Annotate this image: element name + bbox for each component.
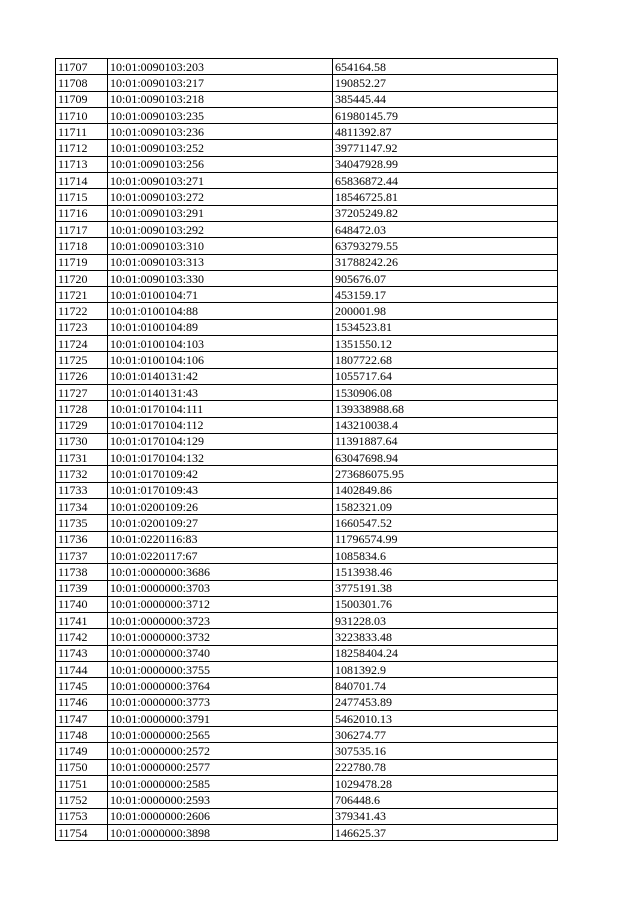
cadastral-number-cell: 10:01:0170104:111 [108, 401, 333, 417]
row-number-cell: 11743 [56, 645, 108, 661]
row-number-cell: 11710 [56, 107, 108, 123]
value-cell: 190852.27 [333, 75, 558, 91]
value-cell: 18546725.81 [333, 189, 558, 205]
table-row [56, 564, 558, 580]
value-cell: 1582321.09 [333, 499, 558, 515]
cadastral-number-cell: 10:01:0170109:43 [108, 482, 333, 498]
table-row [56, 189, 558, 205]
row-number-cell: 11721 [56, 287, 108, 303]
row-number-cell: 11715 [56, 189, 108, 205]
cadastral-number-cell: 10:01:0170109:42 [108, 466, 333, 482]
row-number-cell: 11709 [56, 91, 108, 107]
value-cell: 306274.77 [333, 727, 558, 743]
table-body [56, 59, 558, 841]
cadastral-number-cell: 10:01:0000000:3755 [108, 661, 333, 677]
cadastral-number-cell: 10:01:0000000:2572 [108, 743, 333, 759]
table-row [56, 417, 558, 433]
value-cell: 4811392.87 [333, 124, 558, 140]
value-cell: 143210038.4 [333, 417, 558, 433]
cadastral-number-cell: 10:01:0170104:112 [108, 417, 333, 433]
cadastral-number-cell: 10:01:0090103:271 [108, 173, 333, 189]
value-cell: 61980145.79 [333, 107, 558, 123]
value-cell: 63047698.94 [333, 450, 558, 466]
row-number-cell: 11749 [56, 743, 108, 759]
row-number-cell: 11708 [56, 75, 108, 91]
table-row [56, 238, 558, 254]
cadastral-number-cell: 10:01:0090103:272 [108, 189, 333, 205]
table-row [56, 352, 558, 368]
row-number-cell: 11729 [56, 417, 108, 433]
value-cell: 5462010.13 [333, 710, 558, 726]
value-cell: 2477453.89 [333, 694, 558, 710]
row-number-cell: 11741 [56, 613, 108, 629]
table-row [56, 710, 558, 726]
value-cell: 146625.37 [333, 824, 558, 840]
cadastral-number-cell: 10:01:0090103:330 [108, 270, 333, 286]
cadastral-number-cell: 10:01:0000000:3740 [108, 645, 333, 661]
row-number-cell: 11733 [56, 482, 108, 498]
value-cell: 654164.58 [333, 59, 558, 75]
table-row [56, 482, 558, 498]
cadastral-value-table [55, 58, 558, 841]
value-cell: 1402849.86 [333, 482, 558, 498]
cadastral-number-cell: 10:01:0200109:27 [108, 515, 333, 531]
row-number-cell: 11746 [56, 694, 108, 710]
cadastral-number-cell: 10:01:0090103:236 [108, 124, 333, 140]
cadastral-number-cell: 10:01:0090103:313 [108, 254, 333, 270]
cadastral-number-cell: 10:01:0220116:83 [108, 531, 333, 547]
table-row [56, 792, 558, 808]
cadastral-number-cell: 10:01:0100104:71 [108, 287, 333, 303]
value-cell: 840701.74 [333, 678, 558, 694]
table-row [56, 450, 558, 466]
table-row [56, 678, 558, 694]
row-number-cell: 11745 [56, 678, 108, 694]
row-number-cell: 11742 [56, 629, 108, 645]
table-row [56, 173, 558, 189]
table-row [56, 759, 558, 775]
value-cell: 905676.07 [333, 270, 558, 286]
row-number-cell: 11739 [56, 580, 108, 596]
table-row [56, 531, 558, 547]
value-cell: 1807722.68 [333, 352, 558, 368]
table-row [56, 368, 558, 384]
table-row [56, 613, 558, 629]
cadastral-number-cell: 10:01:0000000:3686 [108, 564, 333, 580]
cadastral-number-cell: 10:01:0000000:2577 [108, 759, 333, 775]
value-cell: 1081392.9 [333, 661, 558, 677]
row-number-cell: 11735 [56, 515, 108, 531]
cadastral-number-cell: 10:01:0000000:3732 [108, 629, 333, 645]
value-cell: 1500301.76 [333, 596, 558, 612]
row-number-cell: 11728 [56, 401, 108, 417]
table-row [56, 401, 558, 417]
value-cell: 706448.6 [333, 792, 558, 808]
value-cell: 34047928.99 [333, 156, 558, 172]
cadastral-number-cell: 10:01:0000000:3703 [108, 580, 333, 596]
cadastral-number-cell: 10:01:0100104:103 [108, 336, 333, 352]
cadastral-number-cell: 10:01:0100104:89 [108, 319, 333, 335]
cadastral-number-cell: 10:01:0170104:129 [108, 433, 333, 449]
table-row [56, 205, 558, 221]
value-cell: 11391887.64 [333, 433, 558, 449]
value-cell: 18258404.24 [333, 645, 558, 661]
cadastral-number-cell: 10:01:0140131:43 [108, 384, 333, 400]
table-row [56, 303, 558, 319]
cadastral-number-cell: 10:01:0000000:3773 [108, 694, 333, 710]
row-number-cell: 11724 [56, 336, 108, 352]
row-number-cell: 11752 [56, 792, 108, 808]
table-row [56, 824, 558, 840]
table-row [56, 59, 558, 75]
row-number-cell: 11714 [56, 173, 108, 189]
cadastral-number-cell: 10:01:0090103:218 [108, 91, 333, 107]
cadastral-number-cell: 10:01:0090103:256 [108, 156, 333, 172]
table-row [56, 547, 558, 563]
row-number-cell: 11712 [56, 140, 108, 156]
row-number-cell: 11730 [56, 433, 108, 449]
table-row [56, 140, 558, 156]
cadastral-number-cell: 10:01:0170104:132 [108, 450, 333, 466]
row-number-cell: 11748 [56, 727, 108, 743]
row-number-cell: 11737 [56, 547, 108, 563]
row-number-cell: 11736 [56, 531, 108, 547]
row-number-cell: 11731 [56, 450, 108, 466]
table-row [56, 466, 558, 482]
value-cell: 222780.78 [333, 759, 558, 775]
value-cell: 63793279.55 [333, 238, 558, 254]
table-row [56, 270, 558, 286]
value-cell: 1029478.28 [333, 776, 558, 792]
cadastral-number-cell: 10:01:0000000:3898 [108, 824, 333, 840]
cadastral-number-cell: 10:01:0000000:3712 [108, 596, 333, 612]
table-row [56, 776, 558, 792]
value-cell: 39771147.92 [333, 140, 558, 156]
table-row [56, 336, 558, 352]
value-cell: 3223833.48 [333, 629, 558, 645]
cadastral-number-cell: 10:01:0000000:2606 [108, 808, 333, 824]
table-row [56, 515, 558, 531]
row-number-cell: 11740 [56, 596, 108, 612]
table-row [56, 694, 558, 710]
table-row [56, 319, 558, 335]
row-number-cell: 11723 [56, 319, 108, 335]
value-cell: 1513938.46 [333, 564, 558, 580]
table-row [56, 661, 558, 677]
row-number-cell: 11747 [56, 710, 108, 726]
row-number-cell: 11719 [56, 254, 108, 270]
table-row [56, 645, 558, 661]
table-row [56, 384, 558, 400]
table-row [56, 727, 558, 743]
cadastral-number-cell: 10:01:0000000:2593 [108, 792, 333, 808]
value-cell: 453159.17 [333, 287, 558, 303]
row-number-cell: 11716 [56, 205, 108, 221]
row-number-cell: 11734 [56, 499, 108, 515]
table-row [56, 743, 558, 759]
value-cell: 648472.03 [333, 221, 558, 237]
value-cell: 31788242.26 [333, 254, 558, 270]
cadastral-number-cell: 10:01:0090103:235 [108, 107, 333, 123]
row-number-cell: 11753 [56, 808, 108, 824]
table-row [56, 596, 558, 612]
table-row [56, 433, 558, 449]
cadastral-number-cell: 10:01:0140131:42 [108, 368, 333, 384]
row-number-cell: 11727 [56, 384, 108, 400]
value-cell: 1351550.12 [333, 336, 558, 352]
value-cell: 1660547.52 [333, 515, 558, 531]
value-cell: 200001.98 [333, 303, 558, 319]
row-number-cell: 11717 [56, 221, 108, 237]
document-page [55, 58, 557, 841]
row-number-cell: 11750 [56, 759, 108, 775]
cadastral-number-cell: 10:01:0000000:3723 [108, 613, 333, 629]
value-cell: 1530906.08 [333, 384, 558, 400]
cadastral-number-cell: 10:01:0000000:2565 [108, 727, 333, 743]
table-row [56, 808, 558, 824]
cadastral-number-cell: 10:01:0090103:291 [108, 205, 333, 221]
value-cell: 273686075.95 [333, 466, 558, 482]
cadastral-number-cell: 10:01:0000000:3764 [108, 678, 333, 694]
table-row [56, 107, 558, 123]
row-number-cell: 11720 [56, 270, 108, 286]
cadastral-number-cell: 10:01:0000000:2585 [108, 776, 333, 792]
value-cell: 11796574.99 [333, 531, 558, 547]
value-cell: 1085834.6 [333, 547, 558, 563]
row-number-cell: 11744 [56, 661, 108, 677]
cadastral-number-cell: 10:01:0100104:88 [108, 303, 333, 319]
table-row [56, 75, 558, 91]
value-cell: 3775191.38 [333, 580, 558, 596]
cadastral-number-cell: 10:01:0090103:310 [108, 238, 333, 254]
value-cell: 379341.43 [333, 808, 558, 824]
cadastral-number-cell: 10:01:0090103:292 [108, 221, 333, 237]
table-row [56, 221, 558, 237]
row-number-cell: 11707 [56, 59, 108, 75]
row-number-cell: 11718 [56, 238, 108, 254]
cadastral-number-cell: 10:01:0090103:252 [108, 140, 333, 156]
table-row [56, 287, 558, 303]
cadastral-number-cell: 10:01:0090103:203 [108, 59, 333, 75]
value-cell: 139338988.68 [333, 401, 558, 417]
table-row [56, 499, 558, 515]
value-cell: 385445.44 [333, 91, 558, 107]
row-number-cell: 11722 [56, 303, 108, 319]
row-number-cell: 11754 [56, 824, 108, 840]
table-row [56, 156, 558, 172]
value-cell: 307535.16 [333, 743, 558, 759]
cadastral-number-cell: 10:01:0220117:67 [108, 547, 333, 563]
cadastral-number-cell: 10:01:0200109:26 [108, 499, 333, 515]
value-cell: 1055717.64 [333, 368, 558, 384]
value-cell: 65836872.44 [333, 173, 558, 189]
row-number-cell: 11713 [56, 156, 108, 172]
table-row [56, 124, 558, 140]
value-cell: 1534523.81 [333, 319, 558, 335]
row-number-cell: 11751 [56, 776, 108, 792]
row-number-cell: 11726 [56, 368, 108, 384]
row-number-cell: 11711 [56, 124, 108, 140]
table-row [56, 91, 558, 107]
row-number-cell: 11738 [56, 564, 108, 580]
cadastral-number-cell: 10:01:0100104:106 [108, 352, 333, 368]
table-row [56, 580, 558, 596]
cadastral-number-cell: 10:01:0090103:217 [108, 75, 333, 91]
table-row [56, 629, 558, 645]
row-number-cell: 11732 [56, 466, 108, 482]
value-cell: 931228.03 [333, 613, 558, 629]
value-cell: 37205249.82 [333, 205, 558, 221]
table-row [56, 254, 558, 270]
row-number-cell: 11725 [56, 352, 108, 368]
cadastral-number-cell: 10:01:0000000:3791 [108, 710, 333, 726]
